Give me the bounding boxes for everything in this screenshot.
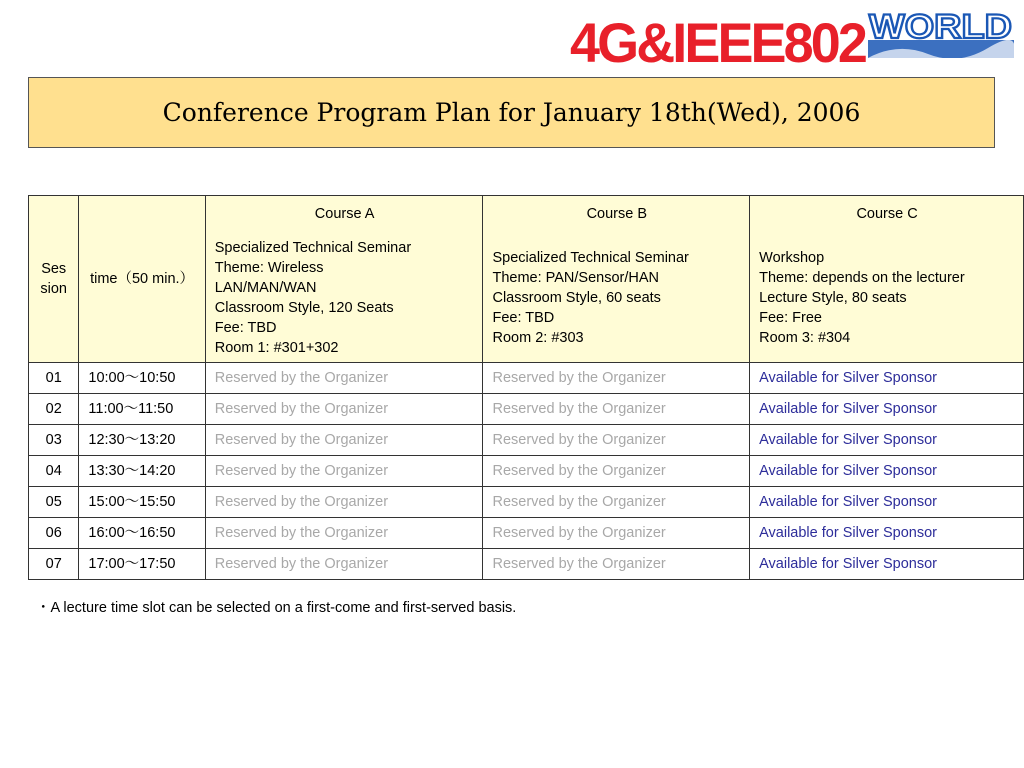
title-banner (28, 77, 995, 148)
footnote: ・A lecture time slot can be selected on a first-come and first-served basis. (36, 600, 517, 616)
course-a-slot: Reserved by the Organizer (205, 518, 483, 549)
course-a-line: LAN/MAN/WAN (214, 280, 317, 296)
course-b-line: Room 2: #303 (492, 330, 584, 346)
course-a-description (215, 238, 475, 358)
course-a-slot: Reserved by the Organizer (205, 456, 483, 487)
course-a-line: Fee: TBD (214, 320, 277, 336)
course-c-slot: Available for Silver Sponsor (750, 363, 1024, 394)
session-number: 06 (29, 518, 79, 549)
course-a-line: Room 1: #301+302 (214, 340, 339, 356)
course-c-line: Lecture Style, 80 seats (759, 290, 907, 306)
course-c-slot: Available for Silver Sponsor (750, 487, 1024, 518)
course-c-slot: Available for Silver Sponsor (750, 394, 1024, 425)
course-c-slot: Available for Silver Sponsor (750, 518, 1024, 549)
table-row (29, 518, 1024, 549)
course-b-line: Fee: TBD (492, 310, 555, 326)
session-number: 03 (29, 425, 79, 456)
table-row (29, 549, 1024, 580)
course-b-description (492, 238, 741, 348)
session-time: 17:00～17:50 (79, 549, 205, 580)
course-a-name: Course A (314, 206, 375, 222)
course-c-slot: Available for Silver Sponsor (750, 425, 1024, 456)
course-a-slot: Reserved by the Organizer (205, 487, 483, 518)
course-b-line: Theme: PAN/Sensor/HAN (492, 270, 660, 286)
svg-text:WORLD: WORLD (869, 8, 1012, 46)
course-b-slot: Reserved by the Organizer (483, 487, 750, 518)
table-row (29, 487, 1024, 518)
session-number: 02 (29, 394, 79, 425)
course-b-slot: Reserved by the Organizer (483, 425, 750, 456)
course-a-slot: Reserved by the Organizer (205, 363, 483, 394)
header-course-a (205, 196, 483, 363)
session-time: 15:00～15:50 (79, 487, 205, 518)
header-session (29, 196, 79, 363)
program-table (28, 195, 1024, 580)
session-time: 11:00～11:50 (79, 394, 205, 425)
course-a-slot: Reserved by the Organizer (205, 425, 483, 456)
svg-text:4G&IEEE802: 4G&IEEE802 (570, 11, 866, 72)
course-c-line: Room 3: #304 (759, 330, 851, 346)
table-row (29, 394, 1024, 425)
session-time: 12:30～13:20 (79, 425, 205, 456)
header-session-label: Ses sion (40, 261, 67, 297)
course-b-slot: Reserved by the Organizer (483, 394, 750, 425)
course-b-slot: Reserved by the Organizer (483, 549, 750, 580)
course-c-line: Workshop (759, 250, 825, 266)
course-a-line: Classroom Style, 120 Seats (214, 300, 394, 316)
session-number: 04 (29, 456, 79, 487)
header-course-b (483, 196, 750, 363)
session-number: 07 (29, 549, 79, 580)
table-row (29, 363, 1024, 394)
table-row (29, 425, 1024, 456)
table-row (29, 456, 1024, 487)
session-time: 13:30～14:20 (79, 456, 205, 487)
course-c-description (759, 238, 1015, 348)
course-c-name: Course C (856, 206, 918, 222)
course-b-slot: Reserved by the Organizer (483, 456, 750, 487)
session-time: 10:00～10:50 (79, 363, 205, 394)
table-header-row (29, 196, 1024, 363)
course-c-line: Fee: Free (759, 310, 822, 326)
course-b-name: Course B (586, 206, 648, 222)
session-time: 16:00～16:50 (79, 518, 205, 549)
session-number: 01 (29, 363, 79, 394)
course-a-line: Theme: Wireless (214, 260, 324, 276)
course-a-slot: Reserved by the Organizer (205, 549, 483, 580)
page-title: Conference Program Plan for January 18th(Wed), 2006 (162, 98, 861, 127)
course-c-slot: Available for Silver Sponsor (750, 549, 1024, 580)
course-b-slot: Reserved by the Organizer (483, 518, 750, 549)
course-b-line: Classroom Style, 60 seats (492, 290, 661, 306)
course-b-slot: Reserved by the Organizer (483, 363, 750, 394)
logo-4g-ieee802-world (568, 2, 1018, 72)
course-b-line: Specialized Technical Seminar (492, 250, 689, 266)
session-number: 05 (29, 487, 79, 518)
header-time: time（50 min.） (79, 196, 205, 363)
course-a-line: Specialized Technical Seminar (214, 240, 412, 256)
course-c-slot: Available for Silver Sponsor (750, 456, 1024, 487)
course-c-line: Theme: depends on the lecturer (759, 270, 965, 286)
header-course-c (750, 196, 1024, 363)
course-a-slot: Reserved by the Organizer (205, 394, 483, 425)
